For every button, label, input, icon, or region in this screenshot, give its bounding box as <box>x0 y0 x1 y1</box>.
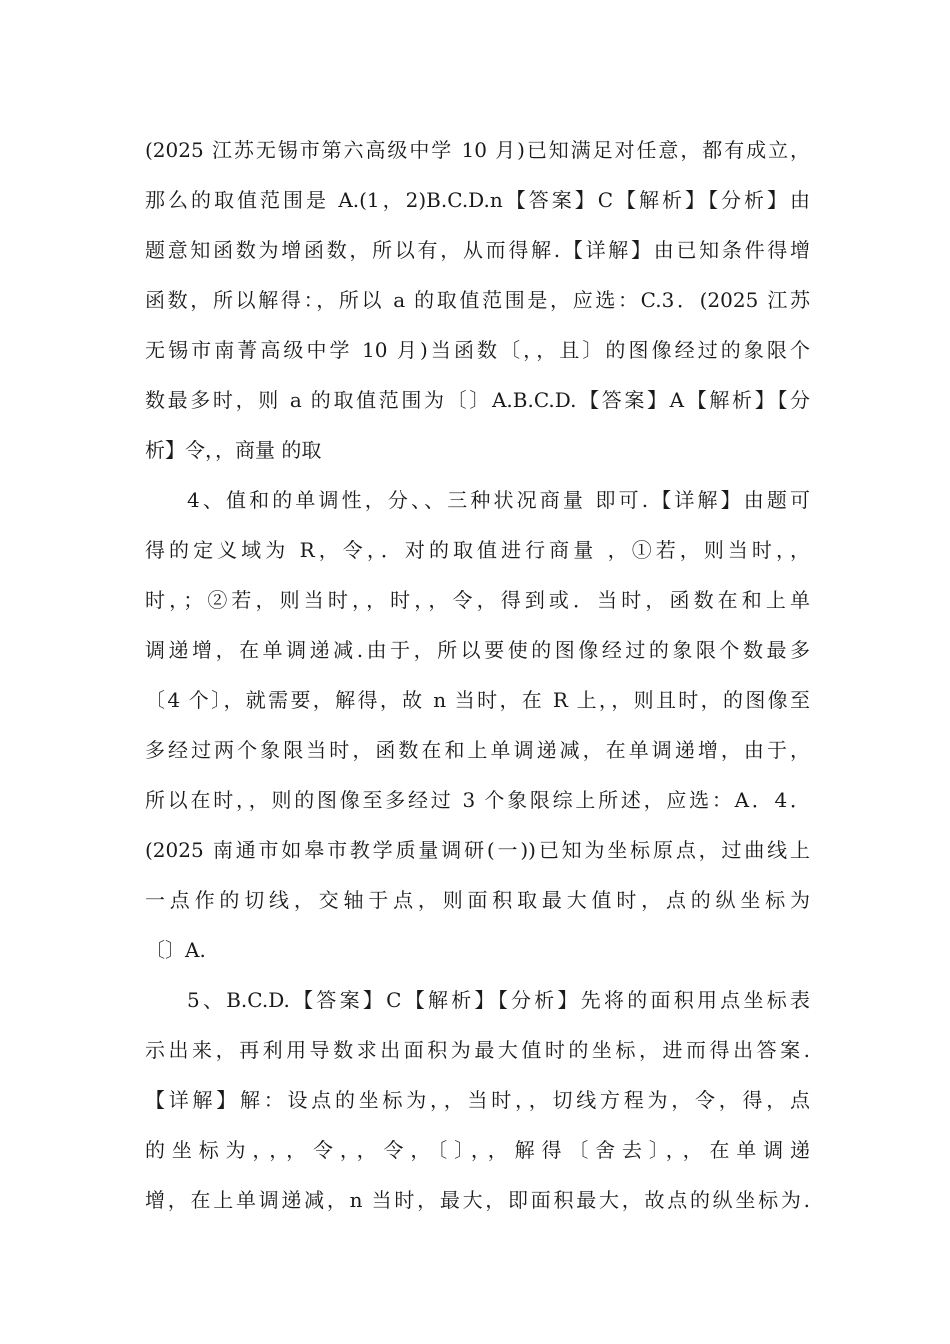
text-line: 〔〕A. <box>145 938 206 962</box>
text-line: 时，；②若，则当时，，时，，令，得到或．当时，函数在和上单 <box>145 588 810 612</box>
text-line: (2025 南通市如皋市教学质量调研(一))已知为坐标原点，过曲线上 <box>145 838 810 862</box>
text-line: (2025 江苏无锡市第六高级中学 10 月)已知满足对任意，都有成立， <box>145 138 810 162</box>
text-line: 示出来，再利用导数求出面积为最大值时的坐标，进而得出答案. <box>145 1038 810 1062</box>
paragraph-first-line: 4、值和的单调性，分、、三种状况商量 即可.【详解】由题可 <box>187 488 810 512</box>
text-line: 得的定义域为 R，令，．对的取值进行商量 ，①若，则当时，， <box>145 538 810 562</box>
text-line: 题意知函数为增函数，所以有，从而得解.【详解】由已知条件得增 <box>145 238 810 262</box>
text-line: 增，在上单调递减，n 当时，最大，即面积最大，故点的纵坐标为. <box>145 1188 810 1212</box>
body-text <box>145 125 810 1225</box>
paragraph-first-line: 5、B.C.D.【答案】C【解析】【分析】先将的面积用点坐标表 <box>187 988 810 1012</box>
text-line: 所以在时，，则的图像至多经过 3 个象限综上所述，应选：A．4． <box>145 788 810 812</box>
text-line: 多经过两个象限当时，函数在和上单调递减，在单调递增，由于， <box>145 738 810 762</box>
text-line: 析】令，，商量 的取 <box>145 438 322 462</box>
text-line: 数最多时，则 a 的取值范围为〔〕A.B.C.D.【答案】A【解析】【分 <box>145 388 810 412</box>
text-line: 一点作的切线，交轴于点，则面积取最大值时，点的纵坐标为 <box>145 888 810 912</box>
text-line: 【详解】解：设点的坐标为，，当时，，切线方程为，令，得，点 <box>145 1088 810 1112</box>
text-line: 的坐标为，，，令，，令，〔〕，，解得〔舍去〕，，在单调递 <box>145 1138 810 1162</box>
text-line: 无锡市南菁高级中学 10 月)当函数〔，，且〕的图像经过的象限个 <box>145 338 810 362</box>
text-line: 〔4 个〕，就需要，解得，故 n 当时，在 R 上，，则且时，的图像至 <box>145 688 810 712</box>
text-line: 那么的取值范围是 A.(1，2)B.C.D.n【答案】C【解析】【分析】由 <box>145 188 810 212</box>
text-line: 函数，所以解得：，所以 a 的取值范围是，应选：C.3．(2025 江苏 <box>145 288 810 312</box>
text-line: 调递增，在单调递减.由于，所以要使的图像经过的象限个数最多 <box>145 638 810 662</box>
